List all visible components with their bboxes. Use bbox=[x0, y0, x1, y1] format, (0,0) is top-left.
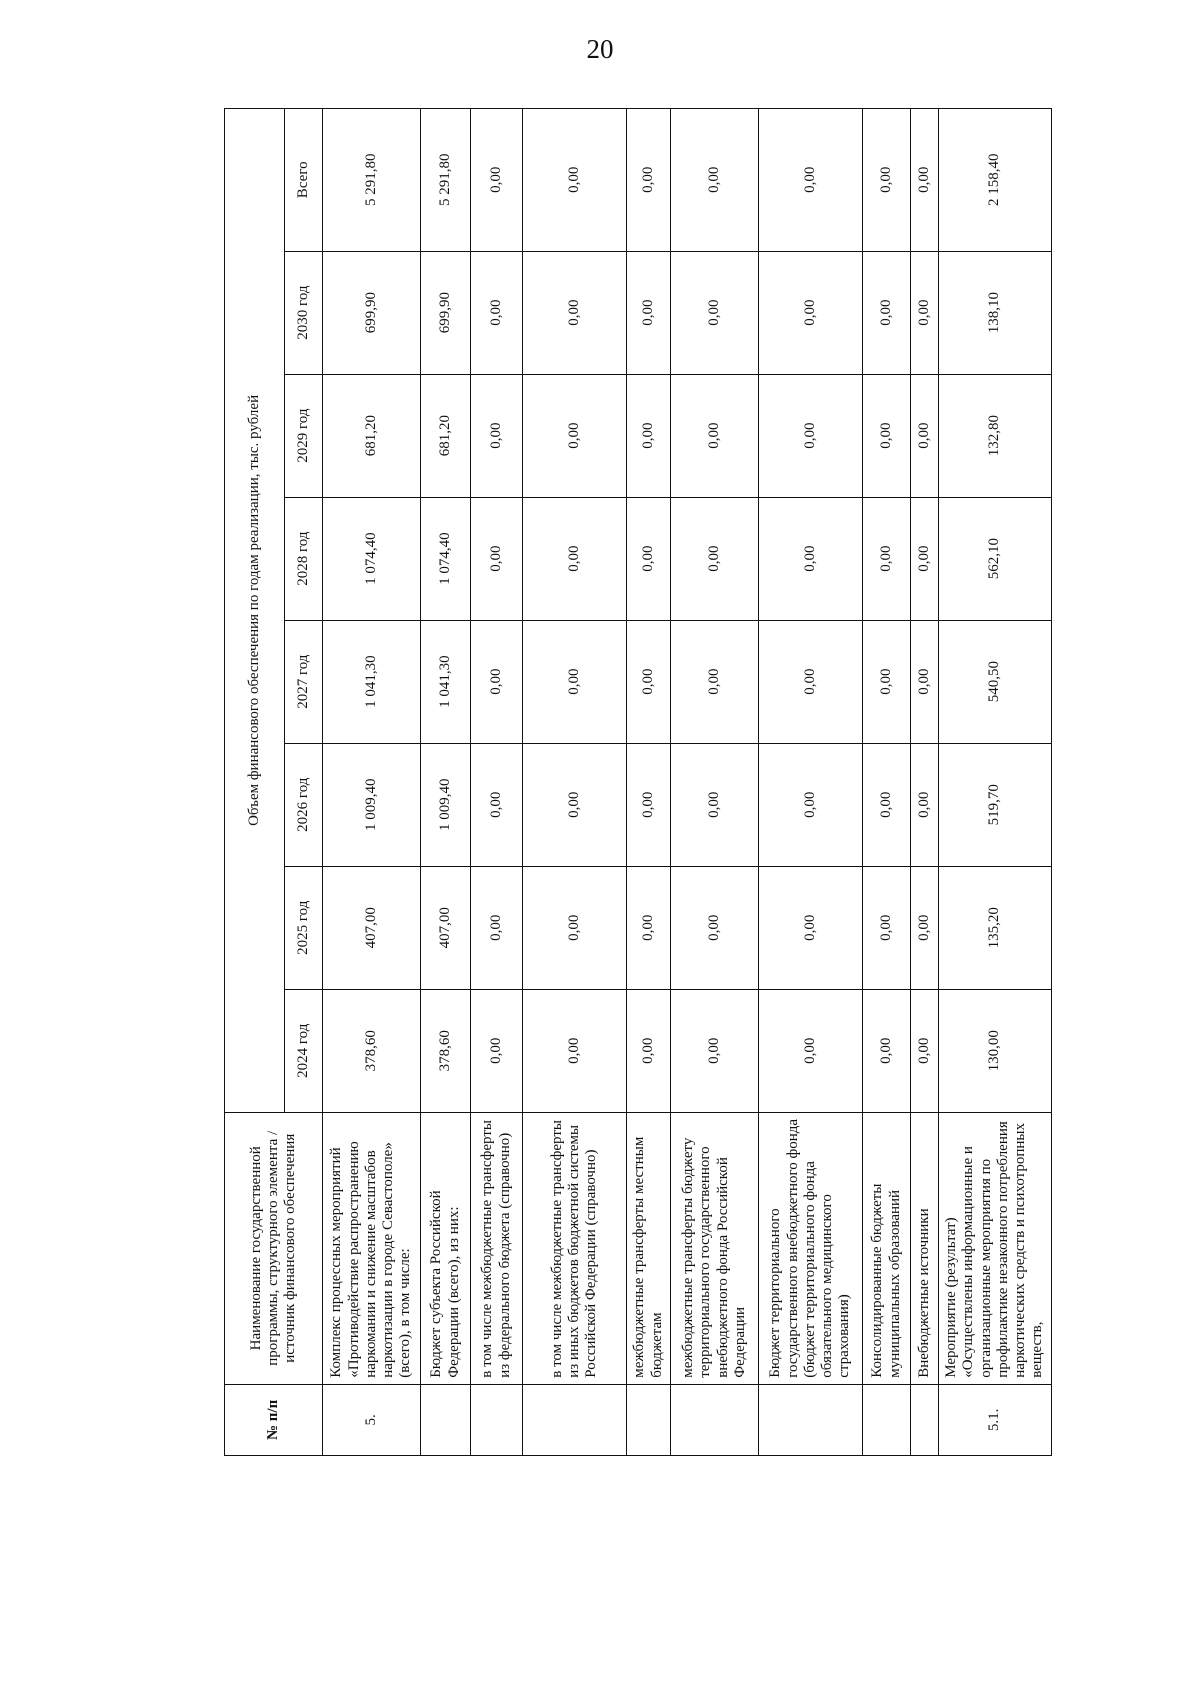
row-year-value: 681,20 bbox=[421, 374, 471, 497]
row-year-value: 0,00 bbox=[523, 374, 627, 497]
row-year-value: 1 009,40 bbox=[323, 743, 421, 866]
row-total-value: 0,00 bbox=[759, 109, 863, 252]
row-year-value: 0,00 bbox=[863, 497, 911, 620]
row-year-value: 1 074,40 bbox=[323, 497, 421, 620]
row-year-value: 0,00 bbox=[523, 620, 627, 743]
row-year-value: 562,10 bbox=[939, 497, 1052, 620]
header-name: Наименование государственной программы, структурного элемента / источник финансового обеспечения bbox=[225, 1112, 323, 1384]
table-row bbox=[671, 109, 759, 1456]
row-year-value: 0,00 bbox=[627, 497, 671, 620]
row-year-value: 1 074,40 bbox=[421, 497, 471, 620]
row-number bbox=[471, 1384, 523, 1455]
row-year-value: 0,00 bbox=[911, 743, 939, 866]
row-number bbox=[671, 1384, 759, 1455]
row-name: Внебюджетные источники bbox=[911, 1112, 939, 1384]
row-year-value: 0,00 bbox=[523, 743, 627, 866]
row-year-value: 138,10 bbox=[939, 251, 1052, 374]
row-year-value: 0,00 bbox=[863, 989, 911, 1112]
row-number bbox=[627, 1384, 671, 1455]
row-year-value: 378,60 bbox=[421, 989, 471, 1112]
row-year-value: 0,00 bbox=[671, 620, 759, 743]
row-year-value: 0,00 bbox=[759, 989, 863, 1112]
row-year-value: 0,00 bbox=[471, 374, 523, 497]
row-year-value: 0,00 bbox=[523, 866, 627, 989]
row-year-value: 0,00 bbox=[671, 743, 759, 866]
row-year-value: 0,00 bbox=[627, 620, 671, 743]
row-year-value: 699,90 bbox=[421, 251, 471, 374]
row-year-value: 135,20 bbox=[939, 866, 1052, 989]
row-year-value: 0,00 bbox=[911, 251, 939, 374]
header-year: 2030 год bbox=[285, 251, 323, 374]
row-year-value: 0,00 bbox=[523, 497, 627, 620]
row-name: Бюджет территориального государственного внебюджетного фонда (бюджет территориального фонда обязательного медицинского страхования) bbox=[759, 1112, 863, 1384]
row-year-value: 0,00 bbox=[671, 251, 759, 374]
row-name: Консолидированные бюджеты муниципальных образований bbox=[863, 1112, 911, 1384]
row-total-value: 0,00 bbox=[863, 109, 911, 252]
row-name: в том числе межбюджетные трансферты из иных бюджетов бюджетной системы Российской Федерации (справочно) bbox=[523, 1112, 627, 1384]
row-total-value: 0,00 bbox=[627, 109, 671, 252]
row-total-value: 0,00 bbox=[671, 109, 759, 252]
row-year-value: 0,00 bbox=[671, 497, 759, 620]
row-total-value: 5 291,80 bbox=[421, 109, 471, 252]
row-year-value: 0,00 bbox=[759, 497, 863, 620]
row-year-value: 0,00 bbox=[863, 743, 911, 866]
row-year-value: 0,00 bbox=[627, 743, 671, 866]
row-year-value: 0,00 bbox=[759, 866, 863, 989]
table-row bbox=[939, 109, 1052, 1456]
table-row bbox=[471, 109, 523, 1456]
row-year-value: 0,00 bbox=[911, 989, 939, 1112]
row-year-value: 0,00 bbox=[759, 620, 863, 743]
row-year-value: 0,00 bbox=[671, 866, 759, 989]
header-year: 2028 год bbox=[285, 497, 323, 620]
row-year-value: 407,00 bbox=[323, 866, 421, 989]
row-number: 5.1. bbox=[939, 1384, 1052, 1455]
row-year-value: 0,00 bbox=[759, 374, 863, 497]
rotated-table-container bbox=[224, 108, 1046, 1456]
header-no: № п/п bbox=[225, 1384, 323, 1455]
row-year-value: 0,00 bbox=[911, 866, 939, 989]
table-row bbox=[421, 109, 471, 1456]
table-body bbox=[323, 109, 1052, 1456]
row-number bbox=[911, 1384, 939, 1455]
table-row bbox=[523, 109, 627, 1456]
header-year: 2027 год bbox=[285, 620, 323, 743]
table-row bbox=[863, 109, 911, 1456]
row-year-value: 699,90 bbox=[323, 251, 421, 374]
row-name: в том числе межбюджетные трансферты из федерального бюджета (справочно) bbox=[471, 1112, 523, 1384]
financing-table bbox=[224, 108, 1052, 1456]
header-year: 2025 год bbox=[285, 866, 323, 989]
row-year-value: 0,00 bbox=[471, 620, 523, 743]
row-number bbox=[523, 1384, 627, 1455]
row-year-value: 0,00 bbox=[471, 866, 523, 989]
row-year-value: 407,00 bbox=[421, 866, 471, 989]
row-year-value: 130,00 bbox=[939, 989, 1052, 1112]
row-year-value: 0,00 bbox=[759, 743, 863, 866]
row-year-value: 0,00 bbox=[627, 989, 671, 1112]
row-year-value: 0,00 bbox=[863, 866, 911, 989]
row-total-value: 5 291,80 bbox=[323, 109, 421, 252]
row-year-value: 0,00 bbox=[471, 497, 523, 620]
row-year-value: 0,00 bbox=[911, 620, 939, 743]
row-total-value: 0,00 bbox=[911, 109, 939, 252]
header-group: Объем финансового обеспечения по годам реализации, тыс. рублей bbox=[225, 109, 285, 1113]
row-number bbox=[421, 1384, 471, 1455]
row-number bbox=[863, 1384, 911, 1455]
row-name: Мероприятие (результат) «Осуществлены информационные и организационные мероприятия по профилактике незаконного потребления наркотических средств и психотропных веществ, bbox=[939, 1112, 1052, 1384]
row-year-value: 1 041,30 bbox=[323, 620, 421, 743]
row-year-value: 0,00 bbox=[523, 989, 627, 1112]
row-year-value: 1 009,40 bbox=[421, 743, 471, 866]
row-year-value: 0,00 bbox=[471, 743, 523, 866]
row-year-value: 0,00 bbox=[911, 374, 939, 497]
table-row bbox=[759, 109, 863, 1456]
row-year-value: 1 041,30 bbox=[421, 620, 471, 743]
row-year-value: 0,00 bbox=[671, 989, 759, 1112]
row-year-value: 0,00 bbox=[911, 497, 939, 620]
row-total-value: 2 158,40 bbox=[939, 109, 1052, 252]
row-number bbox=[759, 1384, 863, 1455]
row-total-value: 0,00 bbox=[471, 109, 523, 252]
table-row bbox=[323, 109, 421, 1456]
row-year-value: 0,00 bbox=[671, 374, 759, 497]
row-name: Бюджет субъекта Российской Федерации (всего), из них: bbox=[421, 1112, 471, 1384]
row-year-value: 540,50 bbox=[939, 620, 1052, 743]
row-year-value: 0,00 bbox=[863, 251, 911, 374]
row-year-value: 681,20 bbox=[323, 374, 421, 497]
page-number: 20 bbox=[586, 34, 614, 64]
row-name: межбюджетные трансферты местным бюджетам bbox=[627, 1112, 671, 1384]
row-year-value: 0,00 bbox=[523, 251, 627, 374]
header-year: 2029 год bbox=[285, 374, 323, 497]
row-year-value: 519,70 bbox=[939, 743, 1052, 866]
row-year-value: 0,00 bbox=[759, 251, 863, 374]
row-year-value: 0,00 bbox=[471, 989, 523, 1112]
row-name: Комплекс процессных мероприятий «Противодействие распространению наркомании и снижение масштабов наркотизации в городе Севастополе» (всего), в том числе: bbox=[323, 1112, 421, 1384]
header-year: 2024 год bbox=[285, 989, 323, 1112]
row-year-value: 378,60 bbox=[323, 989, 421, 1112]
row-year-value: 0,00 bbox=[863, 620, 911, 743]
table-row bbox=[627, 109, 671, 1456]
row-year-value: 0,00 bbox=[627, 374, 671, 497]
row-year-value: 132,80 bbox=[939, 374, 1052, 497]
table-row bbox=[911, 109, 939, 1456]
header-total: Всего bbox=[285, 109, 323, 252]
header-year: 2026 год bbox=[285, 743, 323, 866]
row-year-value: 0,00 bbox=[627, 866, 671, 989]
row-year-value: 0,00 bbox=[627, 251, 671, 374]
row-number: 5. bbox=[323, 1384, 421, 1455]
row-total-value: 0,00 bbox=[523, 109, 627, 252]
row-name: межбюджетные трансферты бюджету территориального государственного внебюджетного фонда Российской Федерации bbox=[671, 1112, 759, 1384]
row-year-value: 0,00 bbox=[863, 374, 911, 497]
row-year-value: 0,00 bbox=[471, 251, 523, 374]
